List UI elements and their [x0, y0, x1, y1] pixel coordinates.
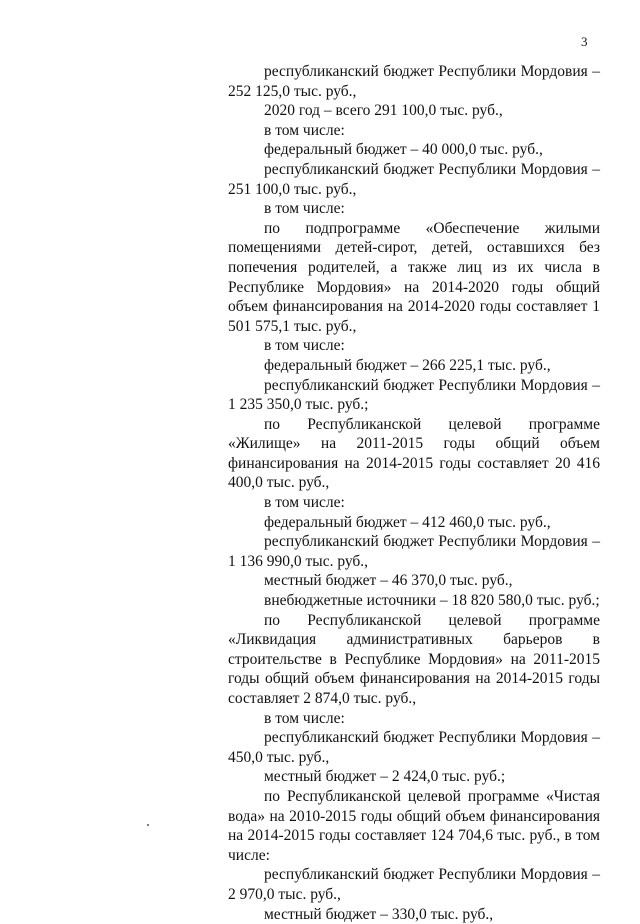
paragraph: в том числе: [264, 121, 345, 139]
paragraph: по Республиканской целевой программе «Ликвидация административных барьеров в строительстве в Республике Мордовия» на 2011-2015 годы общий объем финансирования на 2014-2015 годы составляет 2 874,0 тыс. руб., [228, 611, 600, 707]
paragraph: по подпрограмме «Обеспечение жилыми помещениями детей-сирот, детей, оставшихся без попечения родителей, а также лиц из их числа в Республике Мордовия» на 2014-2020 годы общий объем финансирования на 2014-2020 годы составляет 1 501 575,1 тыс. руб., [228, 219, 600, 335]
paragraph: республиканский бюджет Республики Мордовия – 1 136 990,0 тыс. руб., [228, 533, 600, 570]
paragraph: в том числе: [264, 200, 345, 218]
paragraph: в том числе: [264, 337, 345, 355]
paragraph: республиканский бюджет Республики Мордовия – 1 235 350,0 тыс. руб.; [228, 376, 600, 414]
paragraph: федеральный бюджет – 412 460,0 тыс. руб., [264, 513, 551, 531]
paragraph: республиканский бюджет Республики Мордовия – 252 125,0 тыс. руб., [228, 63, 600, 100]
document-body [228, 62, 600, 924]
paragraph: в том числе: [264, 709, 345, 727]
paragraph: федеральный бюджет – 40 000,0 тыс. руб., [264, 141, 543, 159]
paragraph: местный бюджет – 46 370,0 тыс. руб., [264, 572, 513, 590]
paragraph: федеральный бюджет – 266 225,1 тыс. руб., [264, 356, 551, 374]
paragraph: республиканский бюджет Республики Мордовия – 2 970,0 тыс. руб., [228, 866, 600, 903]
paragraph: по Республиканской целевой программе «Чистая вода» на 2010-2015 годы общий объем финансирования на 2014-2015 годы составляет 124 704,6 тыс. руб., в том числе: [228, 787, 600, 864]
paragraph: местный бюджет – 330,0 тыс. руб., [264, 905, 494, 923]
scan-speck [147, 824, 149, 826]
paragraph: в том числе: [264, 494, 345, 512]
paragraph: республиканский бюджет Республики Мордовия – 450,0 тыс. руб., [228, 729, 600, 766]
paragraph: по Республиканской целевой программе «Жилище» на 2011-2015 годы общий объем финансирования на 2014-2015 годы составляет 20 416 400,0 тыс. руб., [228, 415, 600, 492]
paragraph: местный бюджет – 2 424,0 тыс. руб.; [264, 768, 506, 786]
paragraph: 2020 год – всего 291 100,0 тыс. руб., [264, 102, 503, 120]
page-number: 3 [581, 34, 588, 49]
paragraph: внебюджетные источники – 18 820 580,0 тыс. руб.; [264, 592, 600, 610]
paragraph: республиканский бюджет Республики Мордовия – 251 100,0 тыс. руб., [228, 160, 600, 198]
